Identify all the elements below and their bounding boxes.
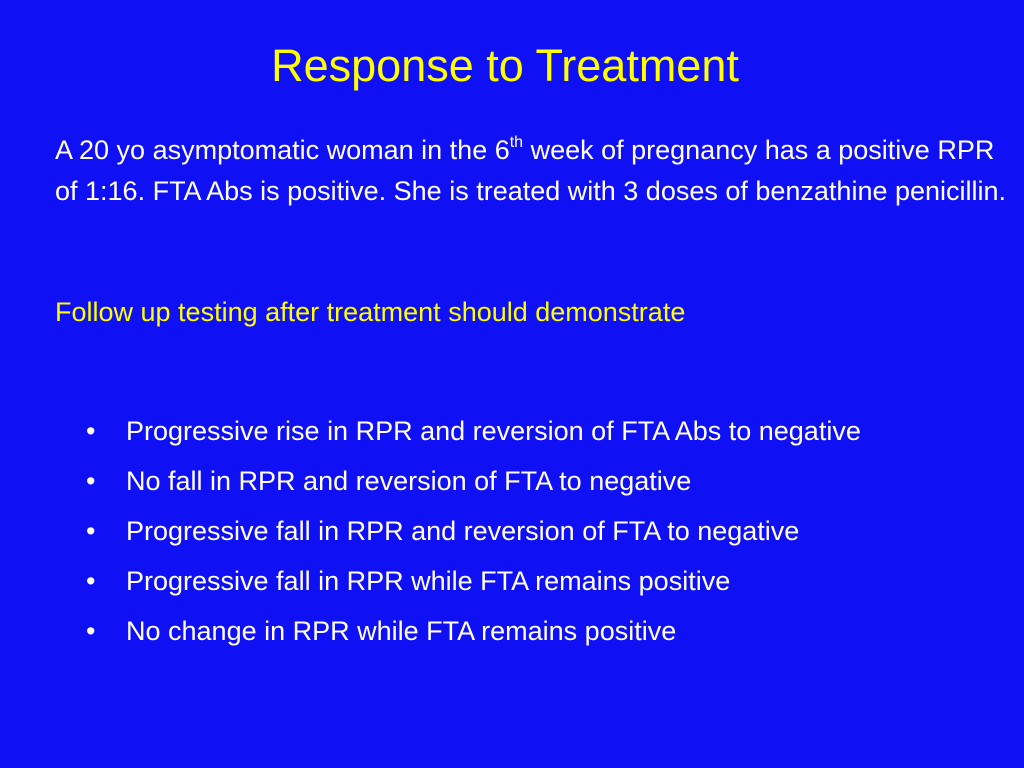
bullet-icon: • — [86, 616, 96, 646]
answer-option — [86, 411, 906, 451]
question-text-part2: week of pregnancy has a positive RPR of 1:16. FTA Abs is positive. She is treated with 3 doses of benzathine penicillin. — [55, 135, 1007, 206]
answer-option — [86, 561, 906, 601]
slide-title: Response to Treatment — [271, 40, 739, 91]
answer-option-text: No change in RPR while FTA remains positive — [126, 616, 677, 646]
question-prompt: Follow up testing after treatment should demonstrate — [55, 297, 686, 327]
question-ordinal-superscript: th — [509, 134, 524, 151]
bullet-icon: • — [86, 566, 96, 596]
answer-option-text: Progressive fall in RPR while FTA remains positive — [126, 566, 731, 596]
question-text — [55, 130, 1020, 212]
bullet-icon: • — [86, 516, 96, 546]
answer-option — [86, 461, 906, 501]
answer-option-text: Progressive fall in RPR and reversion of FTA to negative — [126, 516, 800, 546]
answer-option-text: Progressive rise in RPR and reversion of FTA Abs to negative — [126, 416, 861, 446]
answer-option — [86, 611, 906, 651]
bullet-icon: • — [86, 466, 96, 496]
answer-option-text: No fall in RPR and reversion of FTA to negative — [126, 466, 692, 496]
answer-options-list — [86, 411, 906, 661]
bullet-icon: • — [86, 416, 96, 446]
answer-option — [86, 511, 906, 551]
question-text-part1: A 20 yo asymptomatic woman in the 6 — [55, 135, 510, 165]
